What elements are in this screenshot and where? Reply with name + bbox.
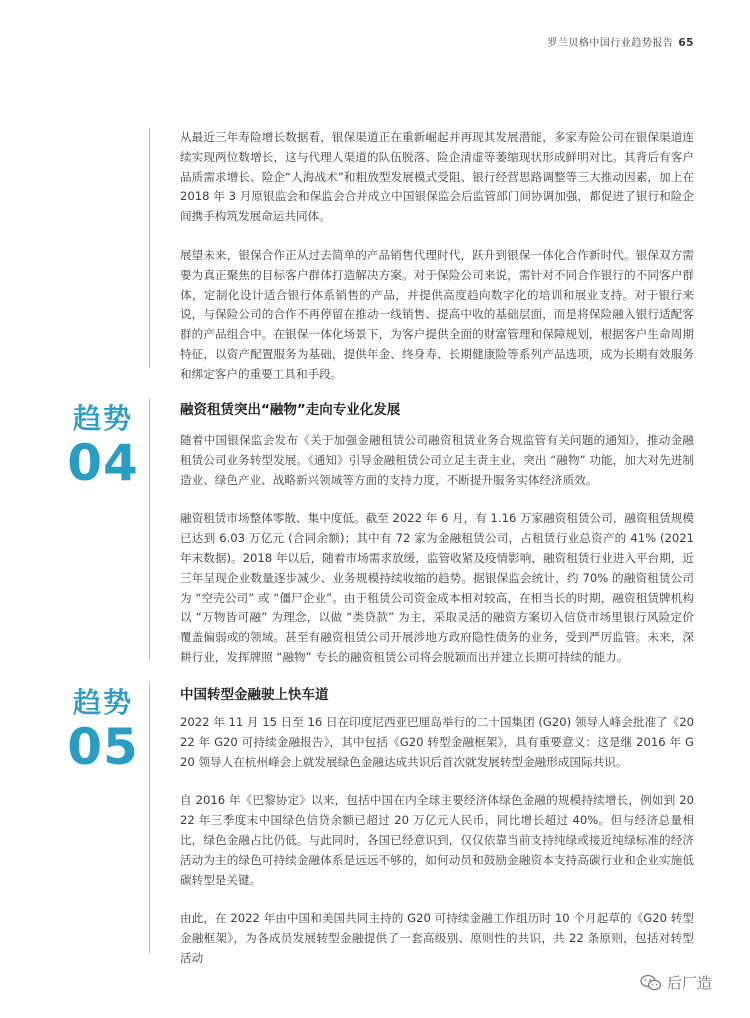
intro-paragraph-1: 从最近三年寿险增长数据看，银保渠道正在重新崛起并再现其发展潜能，多家寿险公司在银保渠道连续实现两位数增长，这与代理人渠道的队伍脱落、险企清虚等萎缩现状形成鲜明对比。其背后有客户品质需求增长、险企“人海战术”和粗放型发展模式受阻、银行经营思路调整等三大推动因素，加上在 2018 年 3 月原银监会和保监会合并成立中国银保监会后监管部门间协调加强，都促进了银行和险企间携手构筑发展命运共同体。 — [180, 130, 694, 224]
trend-05-paragraph-3: 由此，在 2022 年由中国和美国共同主持的 G20 可持续金融工作组历时 10 个月起草的《G20 转型金融框架》，为各成员发展转型金融提供了一套高级别、原则性的共识，共 22 条原则，包括对转型活动 — [180, 911, 694, 965]
trend-04-paragraph-2: 融资租赁市场整体零散、集中度低。截至 2022 年 6 月，有 1.16 万家融资租赁公司，融资租赁规模已达到 6.03 万亿元 (合同余额)；其中有 72 家为金融租赁公司，占租赁行业总资产的 41% (2021 年末数据)。2018 年以后，随着市场需求放缓，监管收紧及疫情影响，融资租赁行业进入平台期，近三年呈现企业数量逐步减少、业务规模持续收缩的趋势。据银保监会统计，约 70% 的融资租赁公司为 “空壳公司” 或 “僵尸企业”。由于租赁公司资金成本相对较高，在相当长的时期，融资租赁牌机构以 “万物皆可融” 为理念，以做 “类贷款” 为主，采取灵活的融资方案切入信贷市场里银行风险定价覆盖偏弱或的领域。甚至有融资租赁公司开展涉地方政府隐性债务的业务，受到严厉监管。未来，深耕行业，发挥牌照 “融物” 专长的融资租赁公司将会脱颖而出并建立长期可持续的能力。 — [180, 511, 694, 664]
divider-trend04 — [149, 398, 150, 660]
trend-05-label: 趋势 — [72, 686, 133, 719]
divider-intro — [149, 128, 150, 368]
divider-trend05 — [149, 682, 150, 954]
page-number: 65 — [678, 37, 694, 49]
intro-paragraph-2: 展望未来，银保合作正从过去简单的产品销售代理时代，跃升到银保一体化合作新时代。银保双方需要为真正聚焦的目标客户群体打造解决方案。对于保险公司来说，需针对不同合作银行的不同客户群体，定制化设计适合银行体系销售的产品，并提供高度趋向数字化的培训和展业支持。对于银行来说，与保险公司的合作不再停留在推动一线销售、提高中收的基础层面，而是将保险融入银行适配客群的产品组合中。在银保一体化场景下，为客户提供全面的财富管理和保障规划，根据客户生命周期特征，以资产配置服务为基础，提供年金、终身寿、长期健康险等系列产品选项，成为长期有效服务和绑定客户的重要工具和手段。 — [180, 247, 694, 381]
trend-04-heading: 融资租赁突出“融物”走向专业化发展 — [180, 402, 401, 418]
trend-04-number: 04 — [67, 434, 139, 492]
watermark-source: 后厂造 — [667, 974, 713, 992]
report-title: 罗兰贝格中国行业趋势报告 — [547, 38, 674, 49]
trend-05-paragraph-1: 2022 年 11 月 15 日至 16 日在印度尼西亚巴厘岛举行的二十国集团 (G20) 领导人峰会批准了《2022 年 G20 可持续金融报告》，其中包括《G20 转型金融框架》，具有重要意义：这是继 2016 年 G20 领导人在杭州峰会上就发展绿色金融达成共识后首次就发展转型金融形成国际共识。 — [180, 715, 694, 769]
trend-05-paragraph-2: 自 2016 年《巴黎协定》以来，包括中国在内全球主要经济体绿色金融的规模持续增长，例如到 2022 年三季度末中国绿色信贷余额已超过 20 万亿元人民币，同比增长超过 40%。但与经济总量相比，绿色金融占比仍低。与此同时，各国已经意识到，仅仅依靠当前支持纯绿或接近纯绿标准的经济活动为主的绿色可持续金融体系是远远不够的，如何动员和鼓励金融资本支持高碳行业和企业实施低碳转型是关键。 — [180, 793, 694, 887]
trend-05-section — [180, 685, 694, 969]
page-header — [547, 34, 694, 49]
intro-section — [180, 128, 694, 385]
trend-05-number: 05 — [67, 718, 139, 776]
trend-05-badge — [60, 686, 146, 774]
wechat-icon — [640, 974, 662, 992]
trend-04-label: 趋势 — [72, 402, 133, 435]
trend-04-badge — [60, 402, 146, 490]
trend-05-heading: 中国转型金融驶上快车道 — [180, 687, 329, 703]
trend-04-section — [180, 400, 694, 668]
trend-04-paragraph-1: 随着中国银保监会发布《关于加强金融租赁公司融资租赁业务合规监管有关问题的通知》，推动金融租赁公司业务转型发展。《通知》引导金融租赁公司立足主责主业，突出 “融物” 功能，加大对先进制造业、绿色产业、战略新兴领域等方面的支持力度，不断提升服务实体经济质效。 — [180, 433, 694, 487]
wechat-watermark — [640, 972, 712, 993]
